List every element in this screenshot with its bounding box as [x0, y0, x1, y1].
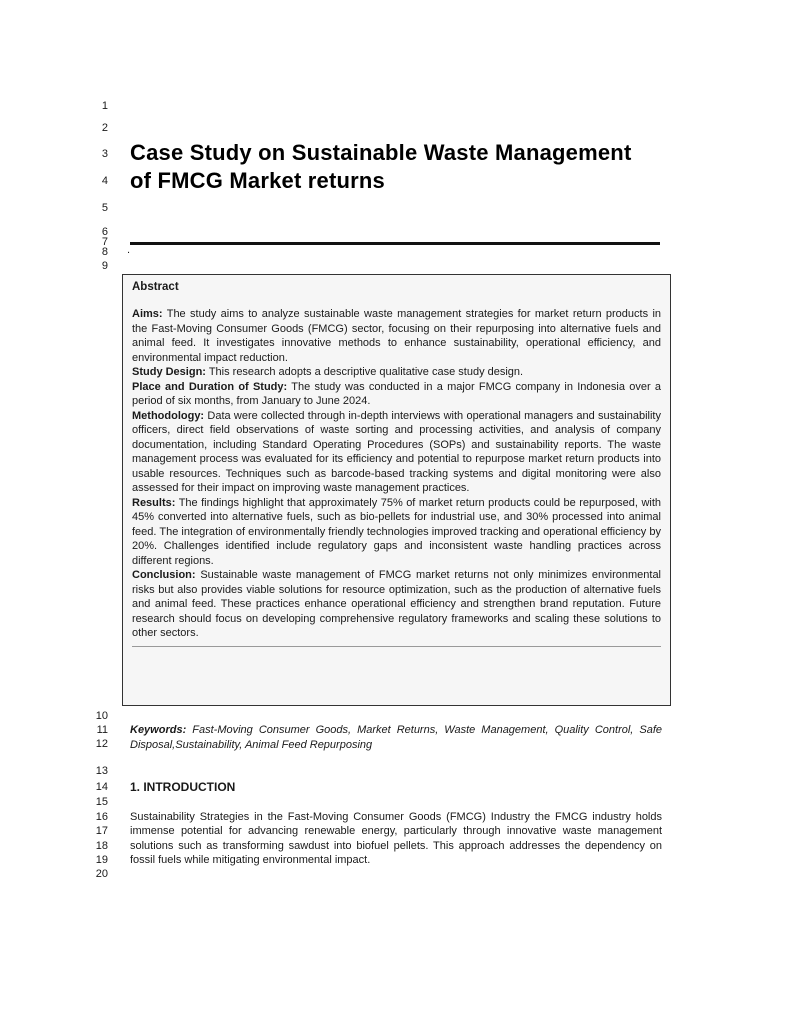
- abstract-label-study-design: Study Design:: [132, 366, 206, 378]
- abstract-text-conclusion: Sustainable waste management of FMCG market returns not only minimizes environmental risks but also provides viable solutions for resource optimization, such as the production of alternative fuels and animal feed. These practices enhance operational efficiency and strengthen brand reputation. Future research should focus on developing comprehensive regulatory frameworks and scaling these solutions to other sectors.: [132, 569, 662, 639]
- keywords: [130, 723, 662, 752]
- paper-title: [130, 139, 670, 195]
- line-number: 4: [101, 175, 108, 187]
- line-number: 3: [101, 148, 108, 160]
- introduction-paragraph: Sustainability Strategies in the Fast-Moving Consumer Goods (FMCG) Industry the FMCG industry holds immense potential for advancing renewable energy, particularly through innovative waste management solutions such as transforming sawdust into biofuel pellets. This approach addresses the dependency on fossil fuels while mitigating environmental impact.: [130, 811, 662, 867]
- line-number: 11: [96, 724, 108, 736]
- title-rule: [130, 242, 660, 245]
- line-number: 20: [95, 868, 108, 880]
- line-number: 12: [95, 738, 108, 750]
- line-number: 6: [101, 226, 108, 238]
- line-number: 10: [95, 710, 108, 722]
- abstract-text-place-duration: The study was conducted in a major FMCG company in Indonesia over a period of six months, from January to June 2024.: [132, 380, 661, 407]
- abstract-label-place-duration: Place and Duration of Study:: [132, 380, 288, 393]
- abstract-label-conclusion: Conclusion:: [132, 569, 196, 581]
- introduction-heading: 1. INTRODUCTION: [130, 780, 236, 794]
- abstract-section-conclusion: [132, 568, 661, 641]
- paper-title-line1: Case Study on Sustainable Waste Management: [130, 140, 632, 165]
- abstract-section-study-design: [132, 365, 661, 380]
- line-number: 9: [101, 260, 108, 272]
- abstract-section-results: [132, 496, 661, 569]
- abstract-box: [122, 274, 671, 706]
- abstract-separator-line: [132, 646, 661, 647]
- line-number: 17: [95, 825, 108, 837]
- line-number: 5: [101, 202, 108, 214]
- abstract-text-study-design: This research adopts a descriptive qualitative case study design.: [208, 366, 524, 378]
- line-number: 2: [101, 122, 108, 134]
- line-number: 16: [95, 811, 108, 823]
- abstract-heading: Abstract: [132, 281, 179, 293]
- line-number: 8: [101, 246, 108, 258]
- line-number: 13: [95, 765, 108, 777]
- abstract-label-aims: Aims:: [132, 308, 163, 320]
- abstract-label-methodology: Methodology:: [132, 409, 205, 422]
- line-number: 1: [101, 100, 108, 112]
- stray-period: .: [127, 244, 131, 256]
- line-number: 18: [95, 840, 108, 852]
- abstract-text-methodology: Data were collected through in-depth interviews with operational managers and sustainability officers, direct field observations of waste sorting and processing activities, and analysis of company documentation, including Standard Operating Procedures (SOPs) and sustainability reports. The waste management process was evaluated for its efficiency and potential to repurpose market return products into usable resources. Techniques such as barcode-based tracking systems and digital monitoring were also assessed for their impact on improving waste management practices.: [132, 409, 661, 494]
- abstract-section-methodology: [132, 409, 661, 496]
- keywords-label: Keywords:: [130, 724, 187, 736]
- keywords-text: Fast-Moving Consumer Goods, Market Returns, Waste Management, Quality Control, Safe Disposal,Sustainability, Animal Feed Repurposing: [130, 724, 662, 751]
- abstract-text-aims: The study aims to analyze sustainable waste management strategies for market return products in the Fast-Moving Consumer Goods (FMCG) sector, focusing on their repurposing into alternative fuels and animal feed. It investigates innovative methods to enhance sustainability, operational efficiency, and environmental impact reduction.: [132, 308, 662, 364]
- line-number: 14: [95, 781, 108, 793]
- line-number: 15: [95, 796, 108, 808]
- line-number: 7: [101, 236, 108, 248]
- line-number: 19: [95, 854, 108, 866]
- abstract-section-place-duration: [132, 380, 661, 409]
- abstract-label-results: Results:: [132, 496, 176, 509]
- abstract-section-aims: [132, 307, 661, 365]
- paper-title-line2: of FMCG Market returns: [130, 168, 385, 193]
- abstract-text-results: The findings highlight that approximately 75% of market return products could be repurposed, with 45% converted into alternative fuels, such as bio-pellets for industrial use, and 30% processed into animal feed. The integration of environmentally friendly technologies improved tracking and operational efficiency by 20%. Challenges identified include regulatory gaps and inconsistent waste handling practices across different regions.: [132, 496, 662, 567]
